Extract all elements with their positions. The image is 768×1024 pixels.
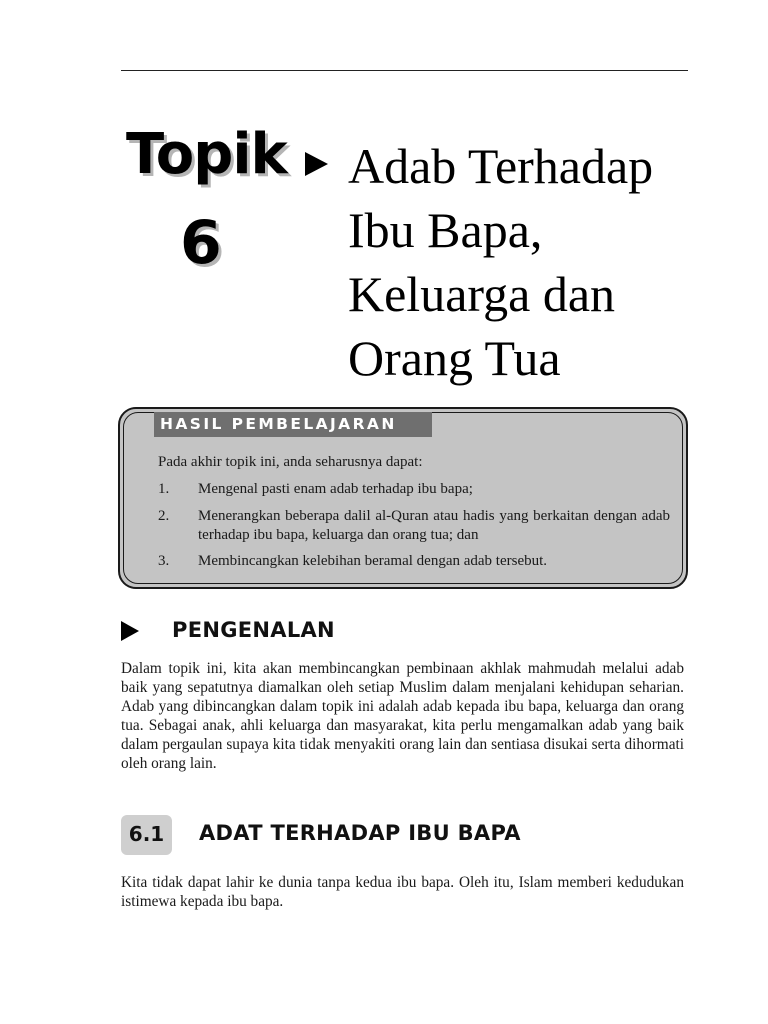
topic-number: 6	[180, 208, 221, 278]
learning-outcome-number: 1.	[158, 481, 170, 497]
chapter-title-line: Keluarga dan	[348, 266, 616, 322]
topic-word: Topik	[126, 122, 287, 187]
introduction-paragraph: Dalam topik ini, kita akan membincangkan pembinaan akhlak mahmudah melalui adab baik yang sepatutnya diamalkan oleh setiap Muslim dalam menjalani kehidupan seharian. Adab yang dibincangkan dalam topik ini adalah adab kepada ibu bapa, keluarga dan orang tua. Sebagai anak, ahli keluarga dan masyarakat, kita perlu mengamalkan adab yang baik dalam pergaulan supaya kita tidak menyakiti orang lain dan sentiasa disukai serta dihormati oleh orang lain.	[121, 660, 684, 772]
learning-outcome-number: 3.	[158, 553, 170, 569]
section-arrow-icon	[121, 621, 139, 641]
chapter-title	[348, 134, 748, 390]
introduction-heading: PENGENALAN	[172, 618, 335, 642]
learning-outcomes-intro: Pada akhir topik ini, anda seharusnya dapat:	[158, 454, 423, 470]
learning-outcome-text: Membincangkan kelebihan beramal dengan adab tersebut.	[198, 553, 548, 569]
learning-outcome-text: Menerangkan beberapa dalil al-Quran atau hadis yang berkaitan dengan adab terhadap ibu bapa, keluarga dan orang tua; dan	[198, 508, 670, 543]
chapter-title-line: Adab Terhadap	[348, 138, 654, 194]
section-paragraph: Kita tidak dapat lahir ke dunia tanpa kedua ibu bapa. Oleh itu, Islam memberi kedudukan istimewa kepada ibu bapa.	[121, 874, 684, 910]
header-rule	[121, 70, 688, 71]
section-number-badge: 6.1	[121, 815, 172, 855]
chapter-title-line: Orang Tua	[348, 330, 561, 386]
section-heading: ADAT TERHADAP IBU BAPA	[199, 821, 521, 845]
chapter-title-line: Ibu Bapa,	[348, 202, 543, 258]
learning-outcome-number: 2.	[158, 508, 170, 524]
learning-outcomes-label: HASIL PEMBELAJARAN	[154, 412, 432, 437]
learning-outcome-text: Mengenal pasti enam adab terhadap ibu bapa;	[198, 481, 473, 497]
title-arrow-icon	[305, 152, 328, 176]
